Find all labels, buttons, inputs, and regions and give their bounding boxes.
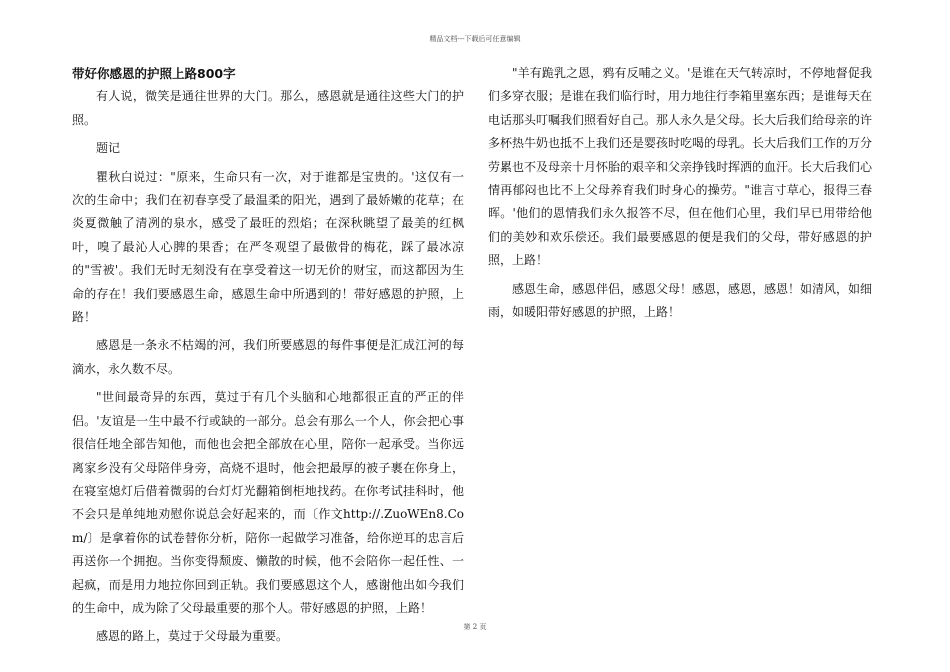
right-column — [488, 62, 872, 324]
essay-title: 带好你感恩的护照上路800字 — [72, 66, 236, 81]
paragraph-parents-intro: 感恩的路上，莫过于父母最为重要。 — [96, 629, 289, 644]
page-number: 第 2 页 — [463, 623, 487, 631]
paragraph-intro: 有人说，微笑是通往世界的大门。那么，感恩就是通往这些大门的护照。 — [72, 89, 464, 127]
paragraph-life: 瞿秋白说过："原来，生命只有一次，对于谁都是宝贵的。'这仅有一次的生命中；我们在初春享受了最温柔的阳光，遇到了最娇嫩的花草；在炎夏微触了清冽的泉水，感受了最旺的烈焰；在深秋眺望了最美的红枫叶，嗅了最沁人心脾的果香；在严冬观望了最傲骨的梅花，踩了最冰凉的"雪被'。我们无时无刻没有在享受着这一切无价的财宝，而这都因为生命的存在！我们要感恩生命，感恩生命中所遇到的！带好感恩的护照，上路！ — [72, 169, 464, 325]
paragraph-friendship: "世间最奇异的东西，莫过于有几个头脑和心地都很正直的严正的伴侣。'友谊是一生中最不行或缺的一部分。总会有那么一个人，你会把心事很信任地全部告知他，而他也会把全部放在心里，陪你一起承受。当你远离家乡没有父母陪伴身旁，高烧不退时，他会把最厚的被子裹在你身上，在寝室熄灯后借着微弱的台灯灯光翻箱倒柜地找药。在你考试挂科时，他不会只是单纯地劝慰你说总会好起来的，而〔作文http://.ZuoWEn8.Com/〕是拿着你的试卷替你分析，陪你一起做学习准备，给你逆耳的忠言后再送你一个拥抱。当你变得颓废、懒散的时候，他不会陪你一起任性、一起疯，而是用力地拉你回到正轨。我们要感恩这个人，感谢他出如今我们的生命中，成为除了父母最重要的那个人。带好感恩的护照，上路！ — [72, 390, 464, 615]
left-column — [72, 62, 464, 649]
page-header: 精品文档---下载后可任意编辑 — [429, 35, 521, 43]
paragraph-conclusion: 感恩生命，感恩伴侣，感恩父母！感恩，感恩，感恩！如清风，如细雨，如暖阳带好感恩的护照，上路！ — [488, 281, 873, 320]
paragraph-parents: "羊有跪乳之恩，鸦有反哺之义。'是谁在天气转凉时，不停地督促我们多穿衣服；是谁在我们临行时，用力地往行李箱里塞东西；是谁每天在电话那头叮嘱我们照看好自己。那人永久是父母。长大后我们给母亲的许多杯热牛奶也抵不上我们还是婴孩时吃喝的母乳。长大后我们工作的万分劳累也不及母亲十月怀胎的艰辛和父亲挣钱时挥洒的血汗。长大后我们心情再郁闷也比不上父母养育我们时身心的操劳。"谁言寸草心，报得三春晖。'他们的恩情我们永久报答不尽，但在他们心里，我们早已用带给他们的美妙和欢乐偿还。我们最要感恩的便是我们的父母，带好感恩的护照，上路！ — [488, 66, 873, 268]
paragraph-river: 感恩是一条永不枯竭的河，我们所要感恩的每件事便是汇成江河的每滴水，永久数不尽。 — [72, 338, 464, 376]
paragraph-inscription: 题记 — [96, 141, 121, 156]
